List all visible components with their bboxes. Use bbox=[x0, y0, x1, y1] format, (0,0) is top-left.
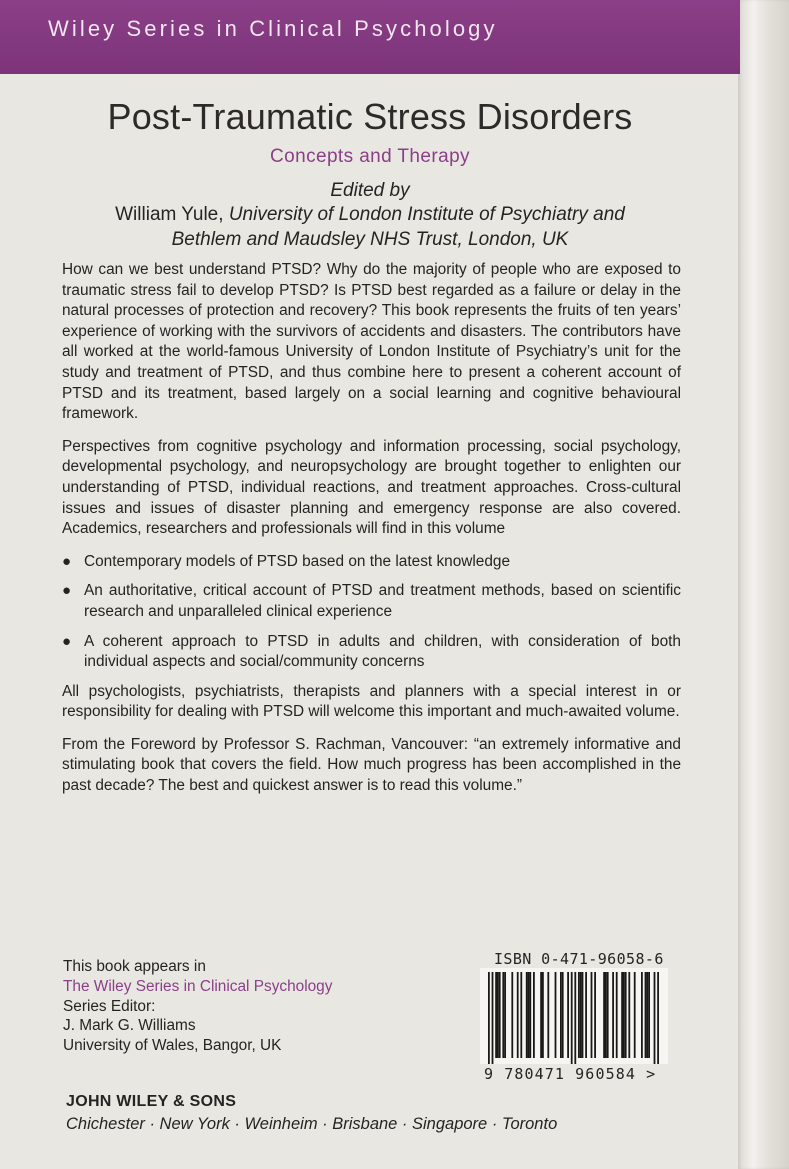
foreword-quote: From the Foreword by Professor S. Rachman, Vancouver: “an extremely informative and stimulating book that covers the field. How much progress has been accomplished in the past decade? The best and quickest answer is to read this volume.” bbox=[62, 735, 681, 795]
barcode-bar bbox=[502, 972, 504, 1058]
series-name: The Wiley Series in Clinical Psychology bbox=[63, 977, 333, 995]
barcode-bar bbox=[634, 972, 636, 1058]
series-info bbox=[63, 957, 332, 1056]
barcode-bar bbox=[497, 972, 499, 1058]
series-editor-affiliation: University of Wales, Bangor, UK bbox=[63, 1037, 282, 1055]
barcode-bar bbox=[591, 972, 593, 1058]
barcode-bar bbox=[646, 972, 648, 1058]
series-intro: This book appears in bbox=[63, 958, 206, 975]
feature-list bbox=[62, 552, 681, 673]
barcode-bar bbox=[580, 972, 582, 1058]
editor-line bbox=[0, 204, 740, 226]
book-subtitle: Concepts and Therapy bbox=[270, 146, 470, 167]
barcode-bar bbox=[547, 972, 549, 1058]
editor-affiliation-2: Bethlem and Maudsley NHS Trust, London, UK bbox=[171, 229, 569, 250]
barcode-bar bbox=[504, 972, 506, 1058]
list-item bbox=[62, 552, 681, 573]
barcode-bar bbox=[648, 972, 650, 1058]
list-item-text: An authoritative, critical account of PTSD and treatment methods, based on scientific research and unparalleled clinical experience bbox=[84, 582, 681, 620]
barcode-bar bbox=[605, 972, 607, 1058]
barcode-bar bbox=[578, 972, 580, 1058]
barcode-bar bbox=[492, 972, 494, 1064]
barcode-bar bbox=[612, 972, 614, 1058]
barcode-bar bbox=[607, 972, 609, 1058]
blurb-paragraph-2: Perspectives from cognitive psychology and information processing, social psychology, developmental psychology, and neuropsychology are brought together to enlighten our understanding of PTSD, individual reactions, and treatment approaches. Cross-cultural issues and issues of disaster planning and emergency response are also covered. Academics, researchers and professionals will find in this volume bbox=[62, 437, 681, 538]
blurb-paragraph-3: All psychologists, psychiatrists, therapists and planners with a special interest in or responsibility for dealing with PTSD will welcome this important and much-awaited volume. bbox=[62, 682, 681, 721]
barcode-digits: 9 780471 960584 > bbox=[484, 1065, 657, 1083]
list-item bbox=[62, 632, 681, 673]
barcode-bar bbox=[495, 972, 497, 1058]
barcode-bar bbox=[555, 972, 557, 1058]
series-editor-label: Series Editor: bbox=[63, 997, 156, 1015]
barcode-bar bbox=[511, 972, 513, 1058]
barcode-bar bbox=[645, 972, 647, 1058]
isbn-label: ISBN 0-471-96058-6 bbox=[494, 950, 664, 968]
barcode-bar bbox=[571, 972, 573, 1064]
barcode-bar bbox=[616, 972, 618, 1058]
blurb-paragraph-1: How can we best understand PTSD? Why do the majority of people who are exposed to traumatic stress fail to develop PTSD? Is PTSD best regarded as a failure or delay in the natural processes of protection and recovery? This book represents the fruits of ten years’ experience of working with the survivors of accidents and disasters. The contributors have all worked at the world-famous University of London Institute of Psychiatry’s unit for the study and treatment of PTSD, and thus combine here to present a coherent account of PTSD and its treatment, based largely on a social learning and cognitive behavioural framework. bbox=[62, 261, 681, 423]
barcode-bar bbox=[520, 972, 522, 1058]
barcode-bar bbox=[528, 972, 530, 1058]
barcode-bar bbox=[594, 972, 596, 1058]
barcode-bar bbox=[540, 972, 542, 1058]
barcode-bar bbox=[621, 972, 623, 1058]
bullet-icon: ● bbox=[62, 632, 72, 650]
series-banner bbox=[0, 0, 740, 74]
series-banner-text: Wiley Series in Clinical Psychology bbox=[48, 16, 498, 41]
edited-by-label: Edited by bbox=[330, 180, 410, 201]
publisher-name: JOHN WILEY & SONS bbox=[66, 1093, 237, 1110]
barcode-bar bbox=[542, 972, 544, 1058]
barcode-bar bbox=[499, 972, 501, 1058]
barcode-bar bbox=[562, 972, 564, 1058]
barcode-bar bbox=[533, 972, 535, 1058]
list-item-text: A coherent approach to PTSD in adults and children, with consideration of both individual aspects and social/community concerns bbox=[84, 632, 681, 671]
barcode-bar bbox=[574, 972, 576, 1064]
barcode-bar bbox=[657, 972, 659, 1064]
publisher-cities: Chichester · New York · Weinheim · Brisbane · Singapore · Toronto bbox=[66, 1115, 558, 1133]
book-title: Post-Traumatic Stress Disorders bbox=[107, 96, 633, 137]
series-editor-name: J. Mark G. Williams bbox=[63, 1017, 196, 1035]
blurb bbox=[62, 260, 681, 809]
list-item-text: Contemporary models of PTSD based on the latest knowledge bbox=[84, 552, 511, 570]
barcode-bar bbox=[526, 972, 528, 1058]
editor-name: William Yule, bbox=[115, 204, 224, 225]
barcode-bar bbox=[585, 972, 587, 1058]
barcode-bar bbox=[625, 972, 627, 1058]
bullet-icon: ● bbox=[62, 582, 72, 600]
barcode-bar bbox=[641, 972, 643, 1058]
barcode-bar bbox=[529, 972, 531, 1058]
barcode-bar bbox=[628, 972, 630, 1058]
barcode-bar bbox=[582, 972, 584, 1058]
barcode bbox=[480, 968, 668, 1064]
dust-jacket-edge bbox=[738, 0, 789, 1169]
barcode-bar bbox=[567, 972, 569, 1058]
barcode-bar bbox=[654, 972, 656, 1064]
barcode-bar bbox=[560, 972, 562, 1058]
list-item bbox=[62, 581, 681, 622]
bullet-icon: ● bbox=[62, 552, 72, 570]
barcode-bar bbox=[517, 972, 519, 1058]
barcode-graphic bbox=[480, 968, 668, 1064]
editor-affiliation-1: University of London Institute of Psychiatry and bbox=[228, 204, 625, 225]
barcode-bar bbox=[603, 972, 605, 1058]
barcode-bar bbox=[623, 972, 625, 1058]
barcode-bar bbox=[488, 972, 490, 1064]
